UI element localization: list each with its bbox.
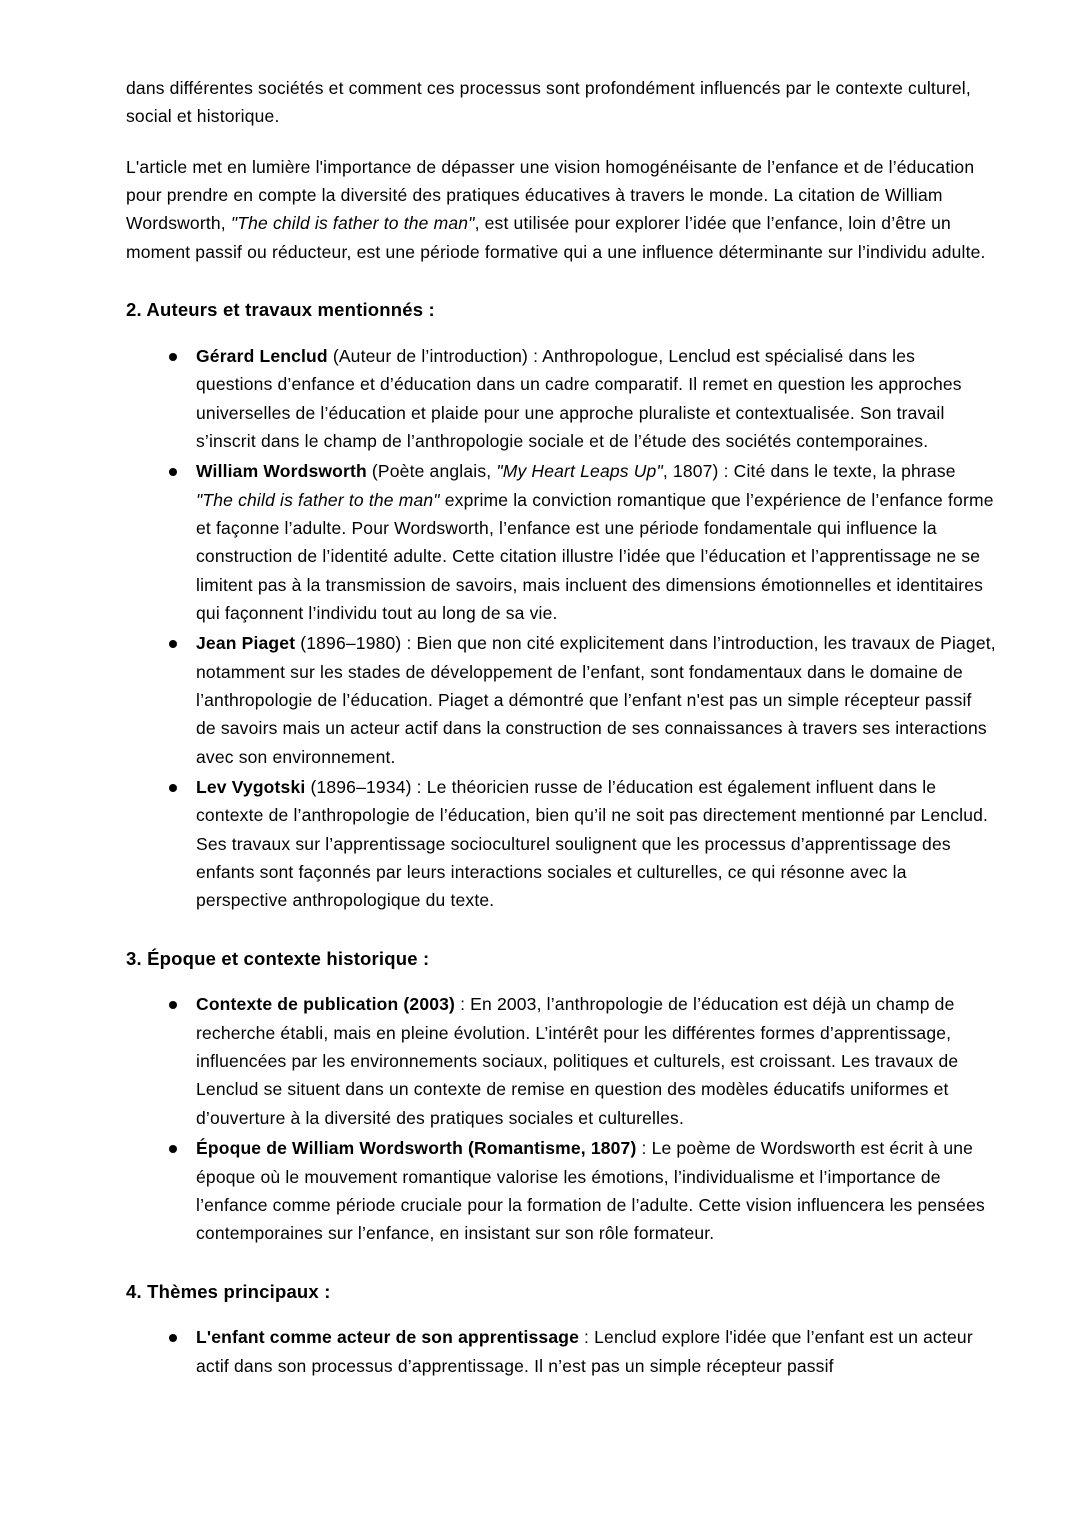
- list-item: Gérard Lenclud (Auteur de l’introduction) : Anthropologue, Lenclud est spécialisé dans les questions d’enfance et d’éducation dans un cadre comparatif. Il remet en question les approches universelles de l’éducation et plaide pour une approche pluraliste et contextualisée. Son travail s’inscrit dans le champ de l’anthropologie sociale et de l’étude des sociétés contemporaines.: [162, 342, 996, 455]
- list-item: Époque de William Wordsworth (Romantisme, 1807) : Le poème de Wordsworth est écrit à une époque où le mouvement romantique valorise les émotions, l’individualisme et l’importance de l’enfance comme période cruciale pour la formation de l’adulte. Cette vision influencera les pensées contemporaines sur l’enfance, en insistant sur son rôle formateur.: [162, 1134, 996, 1247]
- paragraph-intro-continued: dans différentes sociétés et comment ces processus sont profondément influencés par le contexte culturel, social et historique.: [126, 78, 971, 127]
- list-item: Jean Piaget (1896–1980) : Bien que non cité explicitement dans l’introduction, les travaux de Piaget, notamment sur les stades de développement de l’enfant, sont fondamentaux dans le domaine de l’anthropologie de l’éducation. Piaget a démontré que l’enfant n'est pas un simple récepteur passif de savoirs mais un acteur actif dans la construction de ses connaissances à travers ses interactions avec son environnement.: [162, 629, 996, 771]
- list-item: L'enfant comme acteur de son apprentissage : Lenclud explore l'idée que l’enfant est un acteur actif dans son processus d’apprentissage. Il n’est pas un simple récepteur passif: [162, 1323, 996, 1380]
- list-item: William Wordsworth (Poète anglais, "My Heart Leaps Up", 1807) : Cité dans le texte, la phrase "The child is father to the man" exprime la conviction romantique que l’expérience de l’enfance forme et façonne l’adulte. Pour Wordsworth, l’enfance est une période fondamentale qui influence la construction de l’identité adulte. Cette citation illustre l’idée que l’éducation et l’apprentissage ne se limitent pas à la transmission de savoirs, mais incluent des dimensions émotionnelles et identitaires qui façonnent l’individu tout au long de sa vie.: [162, 457, 996, 627]
- section-4-list: [126, 1323, 996, 1380]
- section-heading-3: 3. Époque et contexte historique :: [126, 947, 430, 969]
- section-2-list: [126, 342, 996, 915]
- section-heading-2: 2. Auteurs et travaux mentionnés :: [126, 299, 435, 321]
- paragraph-article-summary: L'article met en lumière l'importance de dépasser une vision homogénéisante de l’enfance et de l’éducation pour prendre en compte la diversité des pratiques éducatives à travers le monde. La citation de William Wordsworth, "The child is father to the man", est utilisée pour explorer l’idée que l’enfance, loin d’être un moment passif ou réducteur, est une période formative qui a une influence déterminante sur l’individu adulte.: [126, 156, 986, 262]
- list-item: Lev Vygotski (1896–1934) : Le théoricien russe de l’éducation est également influent dans le contexte de l’anthropologie de l’éducation, bien qu’il ne soit pas directement mentionné par Lenclud. Ses travaux sur l’apprentissage socioculturel soulignent que les processus d’apprentissage des enfants sont façonnés par leurs interactions sociales et culturelles, ce qui résonne avec la perspective anthropologique du texte.: [162, 773, 996, 915]
- section-3-list: [126, 990, 996, 1247]
- section-heading-4: 4. Thèmes principaux :: [126, 1280, 331, 1302]
- list-item: Contexte de publication (2003) : En 2003, l’anthropologie de l’éducation est déjà un champ de recherche établi, mais en pleine évolution. L’intérêt pour les différentes formes d’apprentissage, influencées par les environnements sociaux, politiques et culturels, est croissant. Les travaux de Lenclud se situent dans un contexte de remise en question des modèles éducatifs uniformes et d’ouverture à la diversité des pratiques sociales et culturelles.: [162, 990, 996, 1132]
